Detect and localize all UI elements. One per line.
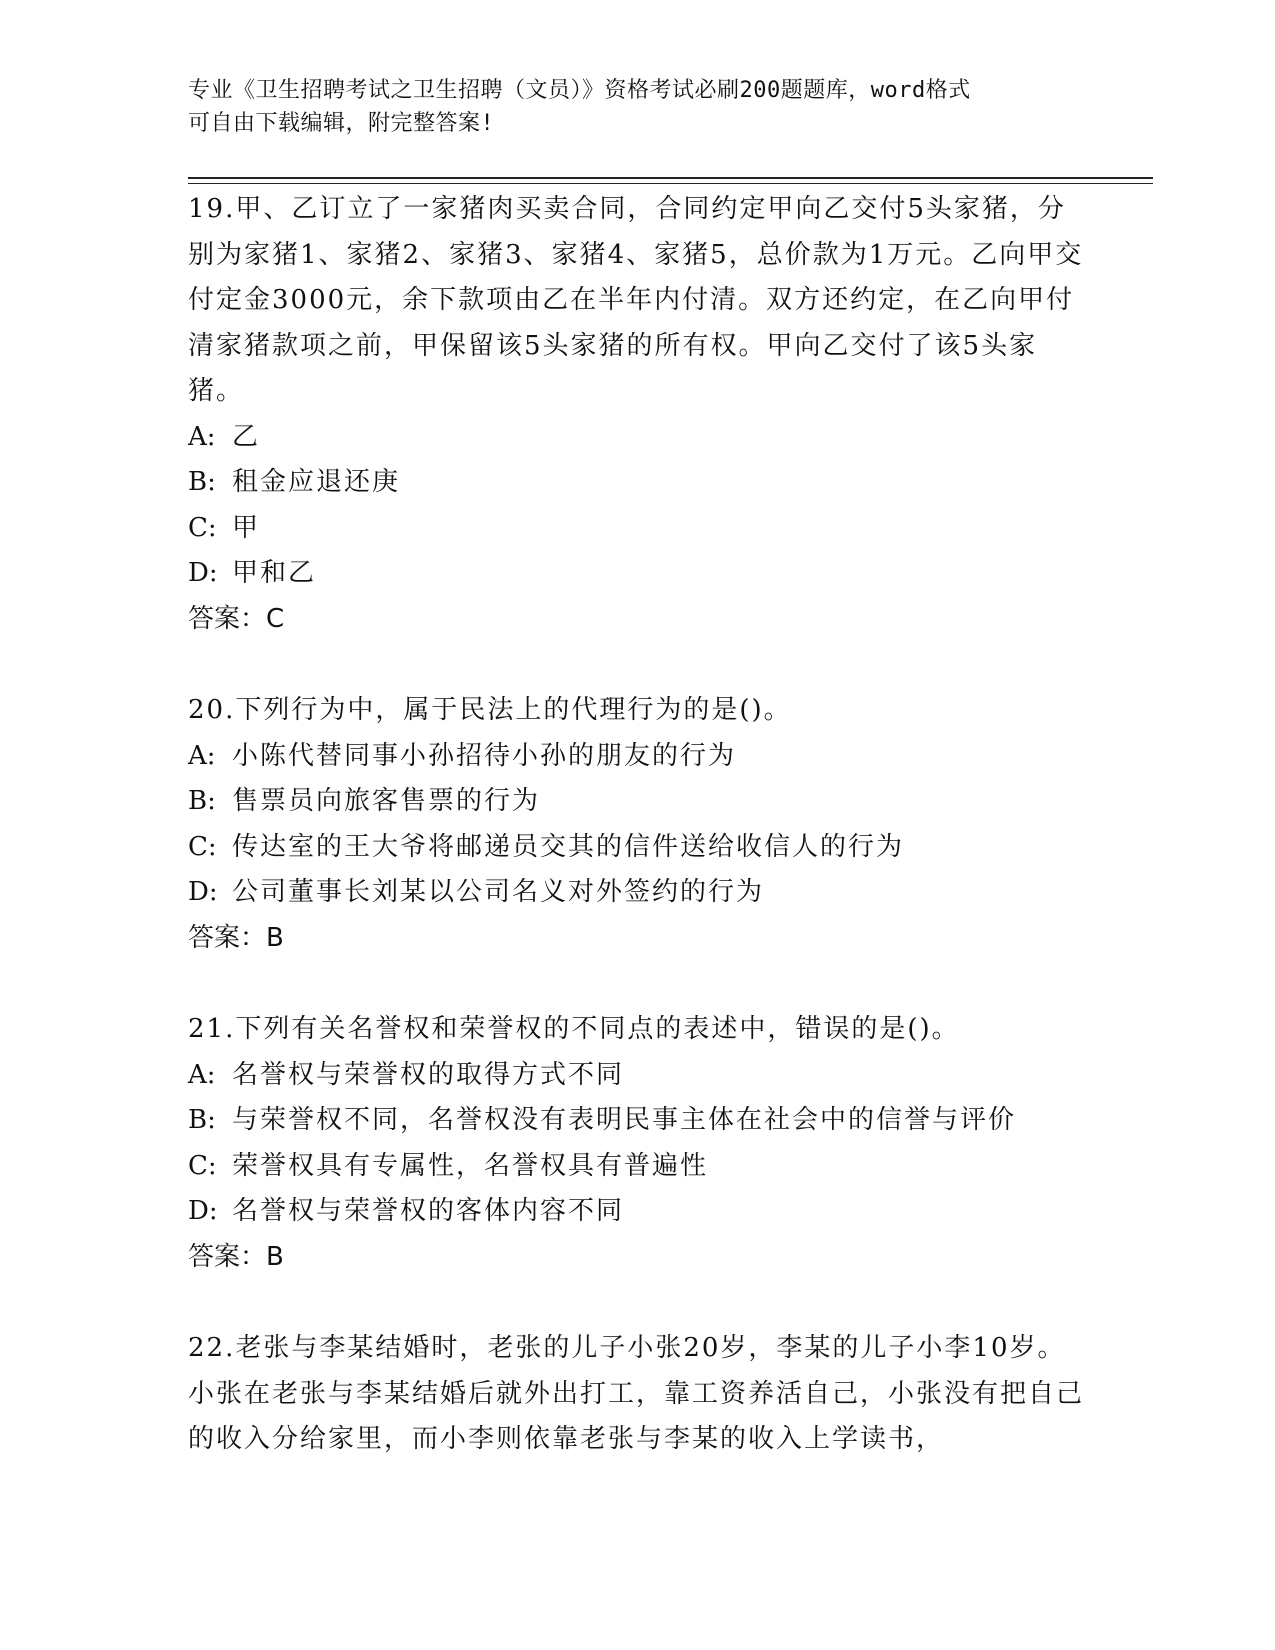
option-letter: C: bbox=[188, 1150, 217, 1181]
answer-line: 答案：B bbox=[188, 922, 284, 953]
question-text: 22.老张与李某结婚时，老张的儿子小张20岁，李某的儿子小李10岁。小张在老张与李某结婚后就外出打工，靠工资养活自己，小张没有把自己的收入分给家里，而小李则依靠老张与李某的收入上学读书， bbox=[188, 1333, 1085, 1454]
question-text: 21.下列有关名誉权和荣誉权的不同点的表述中，错误的是()。 bbox=[188, 1014, 960, 1044]
question-list bbox=[188, 187, 1088, 1463]
option-text: 租金应退还庚 bbox=[232, 467, 401, 497]
option-letter: A: bbox=[188, 1059, 216, 1090]
question-22 bbox=[188, 1326, 1088, 1463]
answer-line: 答案：B bbox=[188, 1241, 284, 1272]
header-divider-thin bbox=[188, 183, 1153, 184]
option-text: 传达室的王大爷将邮递员交其的信件送给收信人的行为 bbox=[232, 831, 905, 862]
option-letter: A: bbox=[188, 421, 216, 452]
option-a bbox=[188, 734, 1088, 780]
option-c bbox=[188, 1144, 1088, 1190]
option-letter: C: bbox=[188, 512, 217, 543]
option-letter: D: bbox=[188, 1196, 218, 1226]
option-text: 乙 bbox=[232, 421, 261, 452]
option-text: 甲 bbox=[232, 512, 261, 543]
option-letter: B: bbox=[188, 786, 216, 816]
option-text: 甲和乙 bbox=[232, 558, 317, 588]
document-header bbox=[188, 74, 1088, 140]
option-d bbox=[188, 551, 1088, 597]
option-letter: A: bbox=[188, 740, 216, 771]
header-line-2: 可自由下载编辑，附完整答案! bbox=[188, 111, 495, 136]
option-b bbox=[188, 779, 1088, 825]
option-d bbox=[188, 1189, 1088, 1235]
option-text: 名誉权与荣誉权的取得方式不同 bbox=[232, 1059, 625, 1090]
option-text: 与荣誉权不同，名誉权没有表明民事主体在社会中的信誉与评价 bbox=[232, 1105, 1017, 1135]
option-text: 小陈代替同事小孙招待小孙的朋友的行为 bbox=[232, 740, 737, 771]
option-b bbox=[188, 1098, 1088, 1144]
question-21 bbox=[188, 1007, 1088, 1280]
header-divider-thick bbox=[188, 177, 1153, 179]
option-c bbox=[188, 825, 1088, 871]
option-text: 名誉权与荣誉权的客体内容不同 bbox=[232, 1196, 625, 1226]
option-a bbox=[188, 1053, 1088, 1099]
option-d bbox=[188, 870, 1088, 916]
option-b bbox=[188, 460, 1088, 506]
option-c bbox=[188, 506, 1088, 552]
header-line-1: 专业《卫生招聘考试之卫生招聘（文员）》资格考试必刷200题题库，word格式 bbox=[188, 78, 971, 103]
option-text: 荣誉权具有专属性，名誉权具有普遍性 bbox=[232, 1150, 709, 1181]
question-text: 20.下列行为中，属于民法上的代理行为的是()。 bbox=[188, 695, 792, 725]
option-text: 公司董事长刘某以公司名义对外签约的行为 bbox=[232, 877, 765, 907]
answer-line: 答案：C bbox=[188, 603, 285, 634]
question-20 bbox=[188, 688, 1088, 961]
question-19 bbox=[188, 187, 1088, 642]
option-letter: D: bbox=[188, 558, 218, 588]
question-text: 19.甲、乙订立了一家猪肉买卖合同，合同约定甲向乙交付5头家猪，分别为家猪1、家猪2、家猪3、家猪4、家猪5，总价款为1万元。乙向甲交付定金3000元，余下款项由乙在半年内付清。双方还约定，在乙向甲付清家猪款项之前，甲保留该5头家猪的所有权。甲向乙交付了该5头家猪。 bbox=[188, 194, 1084, 406]
option-text: 售票员向旅客售票的行为 bbox=[232, 786, 541, 816]
option-letter: B: bbox=[188, 467, 216, 497]
option-letter: C: bbox=[188, 831, 217, 862]
option-letter: D: bbox=[188, 877, 218, 907]
option-letter: B: bbox=[188, 1105, 216, 1135]
option-a bbox=[188, 415, 1088, 461]
